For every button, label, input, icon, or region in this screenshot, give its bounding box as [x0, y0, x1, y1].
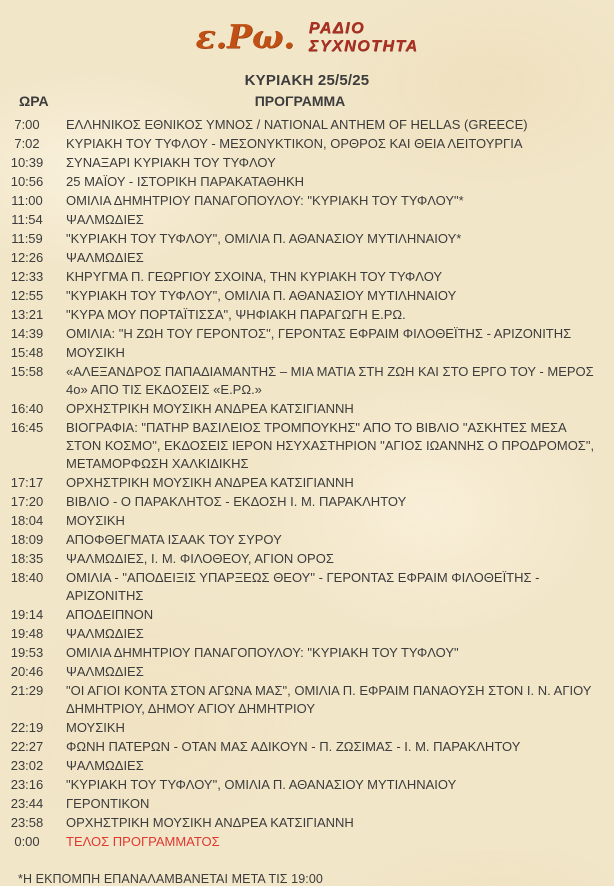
schedule-program: "ΚΥΡΙΑΚΗ ΤΟΥ ΤΥΦΛΟΥ", ΟΜΙΛΙΑ Π. ΑΘΑΝΑΣΙΟΥ ΜΥΤΙΛΗΝΑΙΟΥ — [66, 777, 457, 792]
schedule-time: 14:39 — [10, 326, 44, 341]
schedule-time: 12:33 — [10, 269, 44, 284]
schedule-time: 10:56 — [10, 174, 44, 189]
schedule-row — [8, 344, 604, 362]
schedule-time: 11:00 — [11, 193, 43, 208]
time-column-header: ΩΡΑ — [19, 93, 49, 109]
schedule-row — [8, 663, 604, 681]
schedule-program: ΟΜΙΛΙΑ ΔΗΜΗΤΡΙΟΥ ΠΑΝΑΓΟΠΟΥΛΟΥ: "ΚΥΡΙΑΚΗ ΤΟΥ ΤΥΦΛΟΥ" — [66, 645, 459, 660]
schedule-row — [8, 776, 604, 794]
schedule-program: ΟΡΧΗΣΤΡΙΚΗ ΜΟΥΣΙΚΗ ΑΝΔΡΕΑ ΚΑΤΣΙΓΙΑΝΝΗ — [66, 475, 354, 490]
schedule-program: ΟΜΙΛΙΑ: "Η ΖΩΗ ΤΟΥ ΓΕΡΟΝΤΟΣ", ΓΕΡΟΝΤΑΣ ΕΦΡΑΙΜ ΦΙΛΟΘΕΪΤΗΣ - ΑΡΙΖΟΝΙΤΗΣ — [66, 326, 572, 341]
schedule-program: ΟΡΧΗΣΤΡΙΚΗ ΜΟΥΣΙΚΗ ΑΝΔΡΕΑ ΚΑΤΣΙΓΙΑΝΝΗ — [66, 401, 354, 416]
schedule-row — [8, 116, 604, 134]
schedule-time: 10:39 — [10, 155, 44, 170]
schedule-program: ΕΛΛΗΝΙΚΟΣ ΕΘΝΙΚΟΣ ΥΜΝΟΣ / NATIONAL ANTHEM OF HELLAS (GREECE) — [66, 117, 528, 132]
schedule-time: 19:53 — [10, 645, 44, 660]
station-logo: ε.Ρω. — [195, 16, 295, 56]
schedule-program: ΒΙΟΓΡΑΦΙΑ: "ΠΑΤΗΡ ΒΑΣΙΛΕΙΟΣ ΤΡΟΜΠΟΥΚΗΣ" ΑΠΟ ΤΟ ΒΙΒΛΙΟ "ΑΣΚΗΤΕΣ ΜΕΣΑ ΣΤΟΝ ΚΟΣΜΟ", ΕΚΔΟΣΕΙΣ ΙΕΡΟΝ ΗΣΥΧΑΣΤΗΡΙΟΝ "ΑΓΙΟΣ ΙΩΑΝΝΗΣ Ο ΠΡΟΔΡΟΜΟΣ", ΜΕΤΑΜΟΡΦΩΣΗ ΧΑΛΚΙΔΙΚΗΣ — [66, 420, 595, 471]
schedule-row — [8, 154, 604, 172]
schedule-row — [8, 738, 604, 756]
schedule-row — [8, 550, 604, 568]
schedule-row — [8, 230, 604, 248]
schedule-program: ΜΟΥΣΙΚΗ — [66, 345, 125, 360]
station-name — [309, 20, 419, 56]
schedule-time: 23:58 — [10, 815, 44, 830]
schedule-row — [8, 757, 604, 775]
schedule-row — [8, 192, 604, 210]
schedule-program: «ΑΛΕΞΑΝΔΡΟΣ ΠΑΠΑΔΙΑΜΑΝΤΗΣ – ΜΙΑ ΜΑΤΙΑ ΣΤΗ ΖΩΗ ΚΑΙ ΣΤΟ ΕΡΓΟ ΤΟΥ - ΜΕΡΟΣ 4ο» ΑΠΟ ΤΙΣ ΕΚΔΟΣΕΙΣ «Ε.ΡΩ.» — [66, 364, 594, 397]
schedule-time: 12:26 — [10, 250, 44, 265]
schedule-program: ΜΟΥΣΙΚΗ — [66, 513, 125, 528]
schedule-program: ΜΟΥΣΙΚΗ — [66, 720, 125, 735]
schedule-row — [8, 325, 604, 343]
schedule-list — [0, 116, 614, 851]
schedule-program: ΚΥΡΙΑΚΗ ΤΟΥ ΤΥΦΛΟΥ - ΜΕΣΟΝΥΚΤΙΚΟΝ, ΟΡΘΡΟΣ ΚΑΙ ΘΕΙΑ ΛΕΙΤΟΥΡΓΙΑ — [66, 136, 523, 151]
schedule-time: 13:21 — [10, 307, 44, 322]
schedule-time: 7:02 — [14, 136, 40, 151]
schedule-row — [8, 569, 604, 605]
schedule-program: ΒΙΒΛΙΟ - Ο ΠΑΡΑΚΛΗΤΟΣ - ΕΚΔΟΣΗ Ι. Μ. ΠΑΡΑΚΛΗΤΟΥ — [66, 494, 407, 509]
schedule-program: ΑΠΟΔΕΙΠΝΟΝ — [66, 607, 154, 622]
schedule-time: 7:00 — [14, 117, 40, 132]
schedule-time: 22:19 — [10, 720, 44, 735]
schedule-program: ΟΜΙΛΙΑ ΔΗΜΗΤΡΙΟΥ ΠΑΝΑΓΟΠΟΥΛΟΥ: "ΚΥΡΙΑΚΗ ΤΟΥ ΤΥΦΛΟΥ"* — [66, 193, 464, 208]
schedule-row — [8, 814, 604, 832]
schedule-time: 0:00 — [14, 834, 40, 849]
station-name-line1: ΡΑΔΙΟ — [308, 20, 365, 37]
schedule-time: 15:48 — [10, 345, 44, 360]
schedule-row — [8, 531, 604, 549]
schedule-row — [8, 682, 604, 718]
column-headers — [0, 93, 614, 111]
schedule-time: 20:46 — [10, 664, 44, 679]
schedule-program: ΦΩΝΗ ΠΑΤΕΡΩΝ - ΟΤΑΝ ΜΑΣ ΑΔΙΚΟΥΝ - Π. ΖΩΣΙΜΑΣ - Ι. Μ. ΠΑΡΑΚΛΗΤΟΥ — [66, 739, 521, 754]
schedule-row — [8, 644, 604, 662]
schedule-time: 15:58 — [10, 364, 44, 379]
schedule-time: 11:59 — [11, 231, 43, 246]
schedule-time: 19:48 — [10, 626, 44, 641]
schedule-time: 17:20 — [10, 494, 44, 509]
schedule-row — [8, 474, 604, 492]
schedule-row — [8, 795, 604, 813]
schedule-program: "ΚΥΡΙΑΚΗ ΤΟΥ ΤΥΦΛΟΥ", ΟΜΙΛΙΑ Π. ΑΘΑΝΑΣΙΟΥ ΜΥΤΙΛΗΝΑΙΟΥ — [66, 288, 457, 303]
station-name-line2: ΣΥΧΝΟΤΗΤΑ — [308, 38, 419, 55]
schedule-row — [8, 833, 604, 851]
schedule-time: 16:45 — [10, 420, 44, 435]
schedule-time: 12:55 — [10, 288, 44, 303]
schedule-program: ΓΕΡΟΝΤΙΚΟΝ — [66, 796, 150, 811]
schedule-time: 23:02 — [10, 758, 44, 773]
schedule-row — [8, 419, 604, 473]
schedule-row — [8, 625, 604, 643]
schedule-row — [8, 287, 604, 305]
schedule-row — [8, 512, 604, 530]
schedule-program: ΣΥΝΑΞΑΡΙ ΚΥΡΙΑΚΗ ΤΟΥ ΤΥΦΛΟΥ — [66, 155, 276, 170]
station-brand — [0, 14, 614, 62]
schedule-program: ΨΑΛΜΩΔΙΕΣ — [66, 626, 144, 641]
schedule-program: ΟΜΙΛΙΑ - "ΑΠΟΔΕΙΞΙΣ ΥΠΑΡΞΕΩΣ ΘΕΟΥ" - ΓΕΡΟΝΤΑΣ ΕΦΡΑΙΜ ΦΙΛΟΘΕΪΤΗΣ - ΑΡΙΖΟΝΙΤΗΣ — [66, 570, 540, 603]
schedule-row — [8, 306, 604, 324]
schedule-row — [8, 606, 604, 624]
schedule-time: 18:04 — [10, 513, 44, 528]
repeat-footnote: *Η ΕΚΠΟΜΠΗ ΕΠΑΝΑΛΑΜΒΑΝΕΤΑΙ ΜΕΤΑ ΤΙΣ 19:00 — [18, 872, 323, 886]
schedule-program: ΨΑΛΜΩΔΙΕΣ — [66, 212, 144, 227]
schedule-program: 25 ΜΑΪΟΥ - ΙΣΤΟΡΙΚΗ ΠΑΡΑΚΑΤΑΘΗΚΗ — [66, 174, 305, 189]
schedule-program: ΟΡΧΗΣΤΡΙΚΗ ΜΟΥΣΙΚΗ ΑΝΔΡΕΑ ΚΑΤΣΙΓΙΑΝΝΗ — [66, 815, 354, 830]
schedule-row — [8, 400, 604, 418]
schedule-program: ΤΕΛΟΣ ΠΡΟΓΡΑΜΜΑΤΟΣ — [66, 834, 220, 849]
schedule-program: "ΟΙ ΑΓΙΟΙ ΚΟΝΤΑ ΣΤΟΝ ΑΓΩΝΑ ΜΑΣ", ΟΜΙΛΙΑ Π. ΕΦΡΑΙΜ ΠΑΝΑΟΥΣΗ ΣΤΟΝ Ι. Ν. ΑΓΙΟΥ ΔΗΜΗΤΡΙΟΥ, ΔΗΜΟΥ ΑΓΙΟΥ ΔΗΜΗΤΡΙΟΥ — [66, 683, 592, 716]
schedule-program: ΨΑΛΜΩΔΙΕΣ — [66, 250, 144, 265]
schedule-row — [8, 249, 604, 267]
schedule-program: "ΚΥΡΑ ΜΟΥ ΠΟΡΤΑΪΤΙΣΣΑ", ΨΗΦΙΑΚΗ ΠΑΡΑΓΩΓΗ Ε.ΡΩ. — [66, 307, 406, 322]
schedule-time: 19:14 — [10, 607, 44, 622]
date-title: ΚΥΡΙΑΚΗ 25/5/25 — [244, 72, 370, 89]
schedule-time: 11:54 — [11, 212, 43, 227]
schedule-program: ΨΑΛΜΩΔΙΕΣ — [66, 664, 144, 679]
schedule-program: ΨΑΛΜΩΔΙΕΣ — [66, 758, 144, 773]
schedule-program: "ΚΥΡΙΑΚΗ ΤΟΥ ΤΥΦΛΟΥ", ΟΜΙΛΙΑ Π. ΑΘΑΝΑΣΙΟΥ ΜΥΤΙΛΗΝΑΙΟΥ* — [66, 231, 462, 246]
schedule-row — [8, 135, 604, 153]
schedule-time: 16:40 — [10, 401, 44, 416]
schedule-program: ΨΑΛΜΩΔΙΕΣ, Ι. Μ. ΦΙΛΟΘΕΟΥ, ΑΓΙΟΝ ΟΡΟΣ — [66, 551, 334, 566]
schedule-row — [8, 173, 604, 191]
schedule-time: 18:35 — [10, 551, 44, 566]
program-column-header: ΠΡΟΓΡΑΜΜΑ — [254, 93, 346, 109]
schedule-row — [8, 363, 604, 399]
schedule-time: 23:16 — [10, 777, 44, 792]
schedule-time: 18:40 — [10, 570, 44, 585]
schedule-row — [8, 268, 604, 286]
schedule-time: 23:44 — [10, 796, 44, 811]
schedule-row — [8, 493, 604, 511]
schedule-time: 18:09 — [10, 532, 44, 547]
schedule-row — [8, 211, 604, 229]
schedule-program: ΑΠΟΦΘΕΓΜΑΤΑ ΙΣΑΑΚ ΤΟΥ ΣΥΡΟΥ — [66, 532, 282, 547]
schedule-time: 21:29 — [10, 683, 44, 698]
schedule-time: 22:27 — [10, 739, 44, 754]
schedule-program: ΚΗΡΥΓΜΑ Π. ΓΕΩΡΓΙΟΥ ΣΧΟΙΝΑ, ΤΗΝ ΚΥΡΙΑΚΗ ΤΟΥ ΤΥΦΛΟΥ — [66, 269, 443, 284]
schedule-row — [8, 719, 604, 737]
schedule-time: 17:17 — [10, 475, 44, 490]
